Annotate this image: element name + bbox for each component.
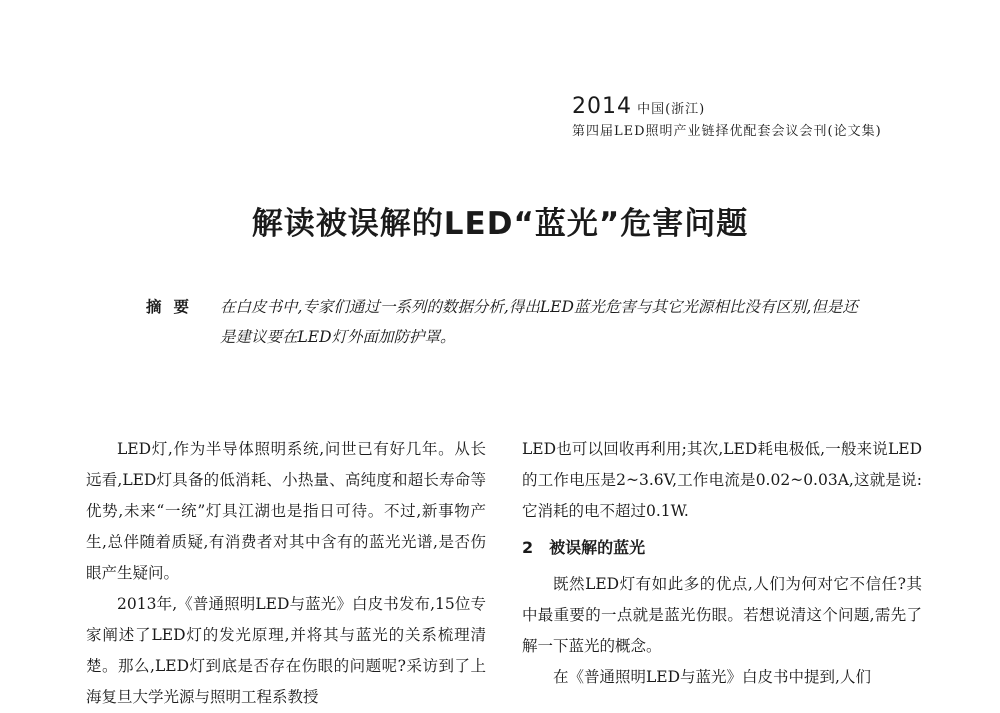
section-heading bbox=[522, 532, 922, 564]
abstract-text: 在白皮书中,专家们通过一系列的数据分析,得出LED蓝光危害与其它光源相比没有区别,但是还是建议要在LED灯外面加防护罩。 bbox=[220, 298, 858, 346]
abstract bbox=[128, 292, 868, 352]
abstract-label: 摘要 bbox=[146, 298, 202, 316]
left-column bbox=[86, 434, 486, 713]
conference-year: 2014 bbox=[572, 94, 632, 119]
paper-title: 解读被误解的LED“蓝光”危害问题 bbox=[251, 206, 749, 242]
conference-place: 中国(浙江) bbox=[637, 102, 706, 117]
conference-header bbox=[572, 96, 882, 143]
section-number: 2 bbox=[522, 538, 534, 557]
body-paragraph: 2013年,《普通照明LED与蓝光》白皮书发布,15位专家阐述了LED灯的发光原理,并将其与蓝光的关系梳理清楚。那么,LED灯到底是否存在伤眼的问题呢?采访到了上海复旦大学光源与照明工程系教授 bbox=[86, 595, 486, 706]
conference-series: 第四届LED照明产业链择优配套会议会刊(论文集) bbox=[572, 124, 882, 139]
body-paragraph-continuation: LED也可以回收再利用;其次,LED耗电极低,一般来说LED的工作电压是2~3.6V,工作电流是0.02~0.03A,这就是说:它消耗的电不超过0.1W. bbox=[522, 440, 922, 520]
body-paragraph: LED灯,作为半导体照明系统,问世已有好几年。从长远看,LED灯具备的低消耗、小热量、高纯度和超长寿命等优势,未来“一统”灯具江湖也是指日可待。不过,新事物产生,总伴随着质疑,有消费者对其中含有的蓝光光谱,是否伤眼产生疑问。 bbox=[86, 440, 486, 582]
body-paragraph: 既然LED灯有如此多的优点,人们为何对它不信任?其中最重要的一点就是蓝光伤眼。若想说清这个问题,需先了解一下蓝光的概念。 bbox=[522, 575, 922, 655]
section-title: 被误解的蓝光 bbox=[549, 538, 646, 557]
right-column bbox=[522, 434, 922, 693]
body-paragraph: 在《普通照明LED与蓝光》白皮书中提到,人们 bbox=[553, 668, 871, 686]
